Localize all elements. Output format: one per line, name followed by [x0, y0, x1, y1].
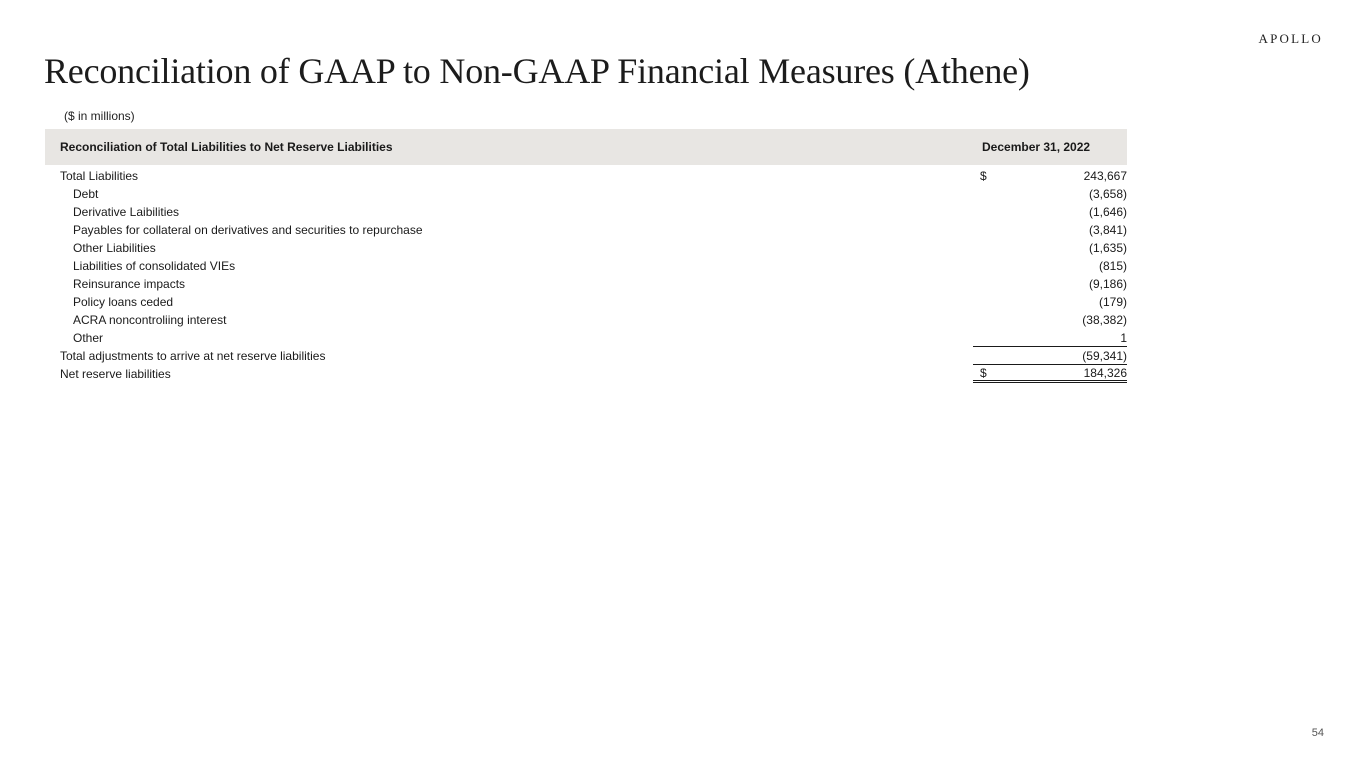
row-value: 1: [1120, 330, 1127, 345]
row-value: (179): [1098, 295, 1127, 309]
row-label: Total Liabilities: [60, 169, 139, 183]
table-body: [45, 167, 1127, 383]
row-value: (1,635): [1088, 241, 1127, 255]
row-value: (3,658): [1088, 187, 1127, 201]
row-label: Payables for collateral on derivatives and securities to repurchase: [73, 223, 423, 237]
row-value: (9,186): [1088, 277, 1127, 291]
row-label: Policy loans ceded: [73, 295, 174, 309]
row-value: 243,667: [1083, 169, 1127, 183]
units-note: ($ in millions): [64, 109, 135, 123]
table-row: [45, 329, 1127, 347]
table-row: [45, 311, 1127, 329]
reconciliation-table: [45, 129, 1127, 383]
table-row: [45, 167, 1127, 185]
table-row: [45, 185, 1127, 203]
row-label: Other: [73, 331, 104, 345]
table-row: [45, 239, 1127, 257]
row-value: (815): [1098, 259, 1127, 273]
table-heading: Reconciliation of Total Liabilities to Net Reserve Liabilities: [60, 140, 393, 154]
row-value: (1,646): [1088, 205, 1127, 219]
row-label: ACRA noncontroliing interest: [73, 313, 227, 327]
row-label: Debt: [73, 187, 99, 201]
column-header-date: December 31, 2022: [982, 140, 1091, 154]
row-value: (3,841): [1088, 223, 1127, 237]
table-row-subtotal: [45, 347, 1127, 365]
page-number: 54: [1311, 727, 1324, 739]
table-header: [45, 129, 1127, 165]
row-label: Liabilities of consolidated VIEs: [73, 259, 236, 273]
table-row: [45, 293, 1127, 311]
row-value: (38,382): [1082, 313, 1127, 327]
row-label: Derivative Laibilities: [73, 205, 180, 219]
table-row: [45, 257, 1127, 275]
table-row-total: [45, 365, 1127, 383]
table-row: [45, 221, 1127, 239]
table-row: [45, 275, 1127, 293]
row-currency: $: [980, 169, 987, 183]
row-label: Total adjustments to arrive at net reserve liabilities: [60, 349, 326, 363]
row-label: Net reserve liabilities: [60, 367, 171, 381]
row-currency: $: [980, 365, 987, 380]
row-label: Reinsurance impacts: [73, 277, 186, 291]
row-label: Other Liabilities: [73, 241, 156, 255]
brand-logo: APOLLO: [1258, 31, 1323, 46]
row-value: (59,341): [1082, 348, 1127, 363]
table-row: [45, 203, 1127, 221]
row-value: 184,326: [1083, 365, 1127, 380]
page-title: Reconciliation of GAAP to Non-GAAP Financial Measures (Athene): [44, 51, 1030, 91]
